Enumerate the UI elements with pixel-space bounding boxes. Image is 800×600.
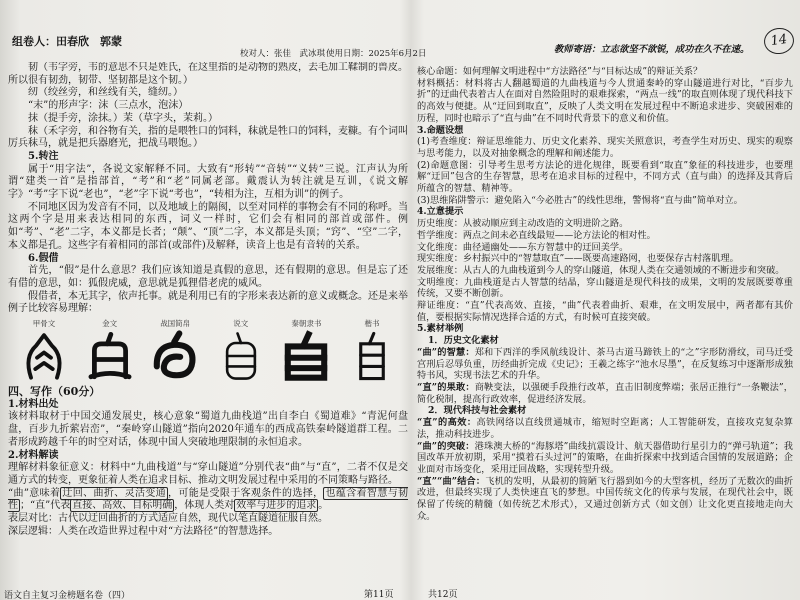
glyph-label: 金文: [102, 319, 118, 329]
material-text: 飞机的发明，从最初的简陋飞行器到如今的大型客机，经历了无数次的曲折改进，但最终实现了人类快速直飞的梦想。中国传统文化的传承与发展，在现代社会中，既保留了传统的精髓（如传统艺术形式），又通过创新方式（如文创）让文化更直接地走向大众。: [417, 475, 793, 522]
paragraph: 理解材料象征意义：材料中“九曲栈道”与“穿山隧道”分别代表“曲”与“直”，二者不仅是交通方式的转变，更象征着人类在追求目标、推动文明发展过程中采用的不同策略与路径。: [8, 462, 408, 486]
radical-note: 抹（提手旁，涂抹。）茉（草字头，茉莉。）: [28, 112, 218, 124]
text-segment: 。: [318, 500, 329, 512]
theme-item: 发展维度：从古人的九曲栈道到今人的穿山隧道，体现人类在交通领域的不断进步和突破。: [417, 264, 785, 276]
zi-evolution-figure: [8, 319, 408, 383]
zi-oracle-bone-glyph: [18, 329, 70, 383]
glyph-cell: [14, 319, 74, 383]
theme-item: 哲学维度：两点之间未必直线最短——论方法论的相对性。: [417, 229, 656, 241]
material-text: 港珠澳大桥的“海豚塔”曲线抗震设计、航天器借助行星引力的“弹弓轨道”；我国改革开放初期，采用“摸着石头过河”的策略，在曲折探索中找到适合国情的发展道路；企业面对市场变化，采用迂回战略，实现转型升级。: [417, 440, 793, 475]
paper-title: 语文自主复习金榜题名卷（四）: [4, 591, 131, 600]
material-label: “直”的果敢：: [417, 381, 475, 393]
radical-note: 韧（韦字旁，韦的意思不只是姓氏，在这里指的是动物的熟皮，去毛加工鞣制的兽皮。所以很有韧劲，韧带、坚韧都是这个韧。）: [8, 62, 408, 86]
right-page-body: [417, 66, 793, 582]
material-summary: 材料概括：材料将古人翻越蜀道的九曲栈道与今人贯通秦岭的穿山隧道进行对比，“百步九折”的迂曲代表着古人在面对自然险阻时的艰难探索，“两点一线”的取直则体现了现代科技下的高效与便捷。从“迂回到取直”，反映了人类文明在发展过程中不断追求进步、突破困难的历程，同时也暗示了“直与曲”在不同时代背景下的意义和价值。: [417, 77, 793, 124]
teacher-message: 教师寄语：立志欲坚不欲锐，成功在久不在速。: [554, 44, 750, 55]
paragraph: 不同地区因为发音有不同，以及地域上的隔阂，以至对同样的事物会有不同的称呼。当这两个字是用来表达相同的东西，词义一样时，它们会有相同的部首或部件。例如“考”、“老”二字，本义都是长者；“颠”、“顶”二字，本义都是头顶；“窍”、“空”二字，本义都是孔。这些字有着相同的部首(或部件)及解释，读音上也是有音转的关系。: [8, 201, 408, 251]
theme-item: 辩证维度：“直”代表高效、直接，“曲”代表着曲折、艰难，在文明发展中，两者都有其价值，要根据实际情况选择合适的方式，有时候可直接突破。: [417, 300, 793, 323]
glyph-cell: [145, 319, 205, 383]
left-page-body: [8, 62, 408, 584]
history-material-heading: 1．历史文化素材: [428, 335, 499, 347]
glyph-cell: [276, 319, 336, 383]
radical-note: “末”的形声字：沫（三点水，泡沫）: [28, 100, 189, 112]
material-text: 高铁网络以直线贯通城市，缩短时空距离；人工智能研发，直接攻克复杂算法，推动科技进步。: [417, 417, 793, 440]
paragraph: 首先，“假”是什么意思？我们应该知道是真假的意思，还有假期的意思。但是忘了还有借的意思，如：狐假虎威，意思就是狐狸借老虎的威风。: [8, 265, 408, 289]
material-source-heading: 1.材料出处: [8, 398, 59, 410]
zi-seal-script-glyph: [215, 329, 267, 383]
glyph-label: 楷书: [364, 319, 380, 329]
qu-zhi-paragraph: [8, 488, 408, 513]
design-item: (3)思维陷阱警示：避免陷入“今必胜古”的线性思维，警惕将“直与曲”简单对立。: [417, 194, 743, 206]
writing-section-heading: 四、写作（60分）: [8, 385, 101, 399]
text-segment: ，可能是受限于客观条件的选择，: [168, 487, 324, 499]
glyph-cell: [211, 319, 271, 383]
total-pages: 共12页: [428, 590, 458, 600]
handwritten-box: 迂回、曲折、灵活变通: [62, 487, 167, 499]
page-number: 第11页: [364, 590, 394, 600]
proofreader-line: 校对人：张佳 武冰琪: [240, 49, 326, 59]
material-text: 郑和下西洋的季风航线设计、茶马古道马蹄铁上的“之”字形防滑纹，司马迁受宫刑后忍辱负重，历经曲折完成《史记》；王羲之练字“池水尽墨”，在反复练习中逐渐形成独特书风，实现书法艺术的升华。: [417, 346, 793, 382]
material-label: “直”的高效：: [417, 417, 477, 429]
paragraph: 该材料取材于中国交通发展史，核心意象“蜀道九曲栈道”出自李白《蜀道难》“青泥何盘盘，百步九折萦岩峦”，“秦岭穿山隧道”指向2020年通车的西成高铁秦岭隧道群工程。二者形成跨越千年的时空对话，体现中国人突破地理限制的永恒追求。: [8, 411, 408, 448]
material-item: [417, 441, 793, 476]
theme-item: 文明维度：九曲栈道是古人智慧的结晶，穿山隧道是现代科技的成果，文明的发展既要尊重传统，又要不断创新。: [417, 276, 793, 300]
handwritten-page-number: 14: [762, 26, 795, 56]
zi-bronze-glyph: [84, 329, 136, 383]
material-label: “直”“曲”结合：: [417, 475, 486, 487]
section-heading-jiajie: 6.假借: [28, 252, 59, 264]
glyph-label: 甲骨文: [32, 319, 56, 329]
handwritten-box: 也蕴含着智慧与韧性: [8, 487, 408, 512]
core-topic: 核心命题：如何理解文明进程中“方法路径”与“目标达成”的辩证关系？: [417, 66, 703, 77]
zi-regular-script-glyph: [346, 329, 398, 383]
design-item: (2)命题意图：引导考生思考方法论的进化规律，既要看到“取直”象征的科技进步，也要理解“迂回”包含的生存智慧，思考在追求目标的过程中，不同方式（直与曲）的选择及其背后所蕴含的智慧、精神等。: [417, 159, 793, 195]
paragraph: 属于“用字法”，各说文家解释不同。大致有“形转”“音转”“义转”三说。江声认为所谓“建类一首”是指部首，“考”和“老”同属老部。戴震认为转注就是互训，《说文解字》“考”字下说“老也”，“老”字下说“考也”，“转相为注，互相为训”的例子。: [8, 163, 408, 201]
material-item: [417, 347, 793, 382]
glyph-label: 战国简帛: [160, 319, 191, 329]
usage-date: 使用日期：2025年6月2日: [326, 49, 427, 59]
material-label: “曲”的智慧：: [417, 346, 475, 358]
design-heading: 3.命题设想: [417, 124, 464, 136]
section-heading-zhuanzhu: 5.转注: [28, 150, 59, 162]
text-segment: “曲”意味着: [8, 487, 61, 499]
radical-note: 秣（禾字旁，和谷物有关，指的是喂牲口的饲料，秣就是牲口的饲料，麦糠。有个词叫厉兵秣马，就是把兵器磨光，把战马喂饱。）: [8, 125, 408, 150]
text-segment: ，体现人类对: [174, 500, 235, 512]
zi-clerical-script-glyph: [280, 329, 332, 383]
radical-note: 纫（绞丝旁，和丝线有关，缝纫。）: [28, 87, 183, 99]
material-item: [417, 382, 793, 405]
theme-item: 历史维度：从被动顺应到主动改造的文明进阶之路。: [417, 218, 629, 230]
material-interpretation-heading: 2.材料解读: [8, 449, 59, 461]
theme-heading: 4.立意提示: [417, 206, 464, 218]
glyph-cell: [80, 319, 140, 383]
theme-item: 现实维度：乡村振兴中的“智慧取直”——既要高速路网，也要保存古村落肌理。: [417, 253, 739, 265]
design-item: (1)考查维度：辩证思维能力、历史文化素养、现实关照意识，考查学生对历史、现实的观察与思考能力，以及对抽象概念的理解和阐述能力。: [417, 136, 793, 159]
text-segment: ；“直”代表: [20, 500, 71, 512]
glyph-cell: [342, 319, 402, 383]
material-item: [417, 417, 793, 440]
zi-warring-states-glyph: [149, 329, 201, 383]
modern-material-heading: 2．现代科技与社会素材: [428, 405, 527, 417]
material-label: “曲”的突破：: [417, 440, 475, 452]
material-item: [417, 476, 793, 523]
glyph-label: 说文: [233, 319, 249, 329]
glyph-label: 秦朝隶书: [291, 319, 322, 329]
handwritten-box: 直接、高效、目标明确: [72, 500, 173, 512]
material-text: 商鞅变法，以强硬手段推行改革，直击旧制度弊端；张居正推行“一条鞭法”，简化税制，提高行政效率，促进经济发展。: [417, 381, 793, 405]
paragraph: 假借者，本无其字，依声托事。就是利用已有的字形来表达新的意义或概念。还是来举例子比较容易理解：: [8, 290, 408, 315]
handwritten-box: 效率与进步的追求: [236, 500, 317, 512]
compiler-line: 组卷人：田春欣 郭蒙: [12, 35, 122, 48]
material-examples-heading: 5.素材举例: [417, 323, 464, 335]
paragraph: 深层逻辑：人类在改造世界过程中对“方法路径”的智慧选择。: [8, 525, 279, 537]
paragraph: 表层对比：古代以迂回曲折的方式适应自然，现代以笔直隧道征服自然。: [8, 513, 328, 525]
theme-item: 文化维度：曲径通幽处——东方智慧中的迂回美学。: [417, 241, 629, 253]
